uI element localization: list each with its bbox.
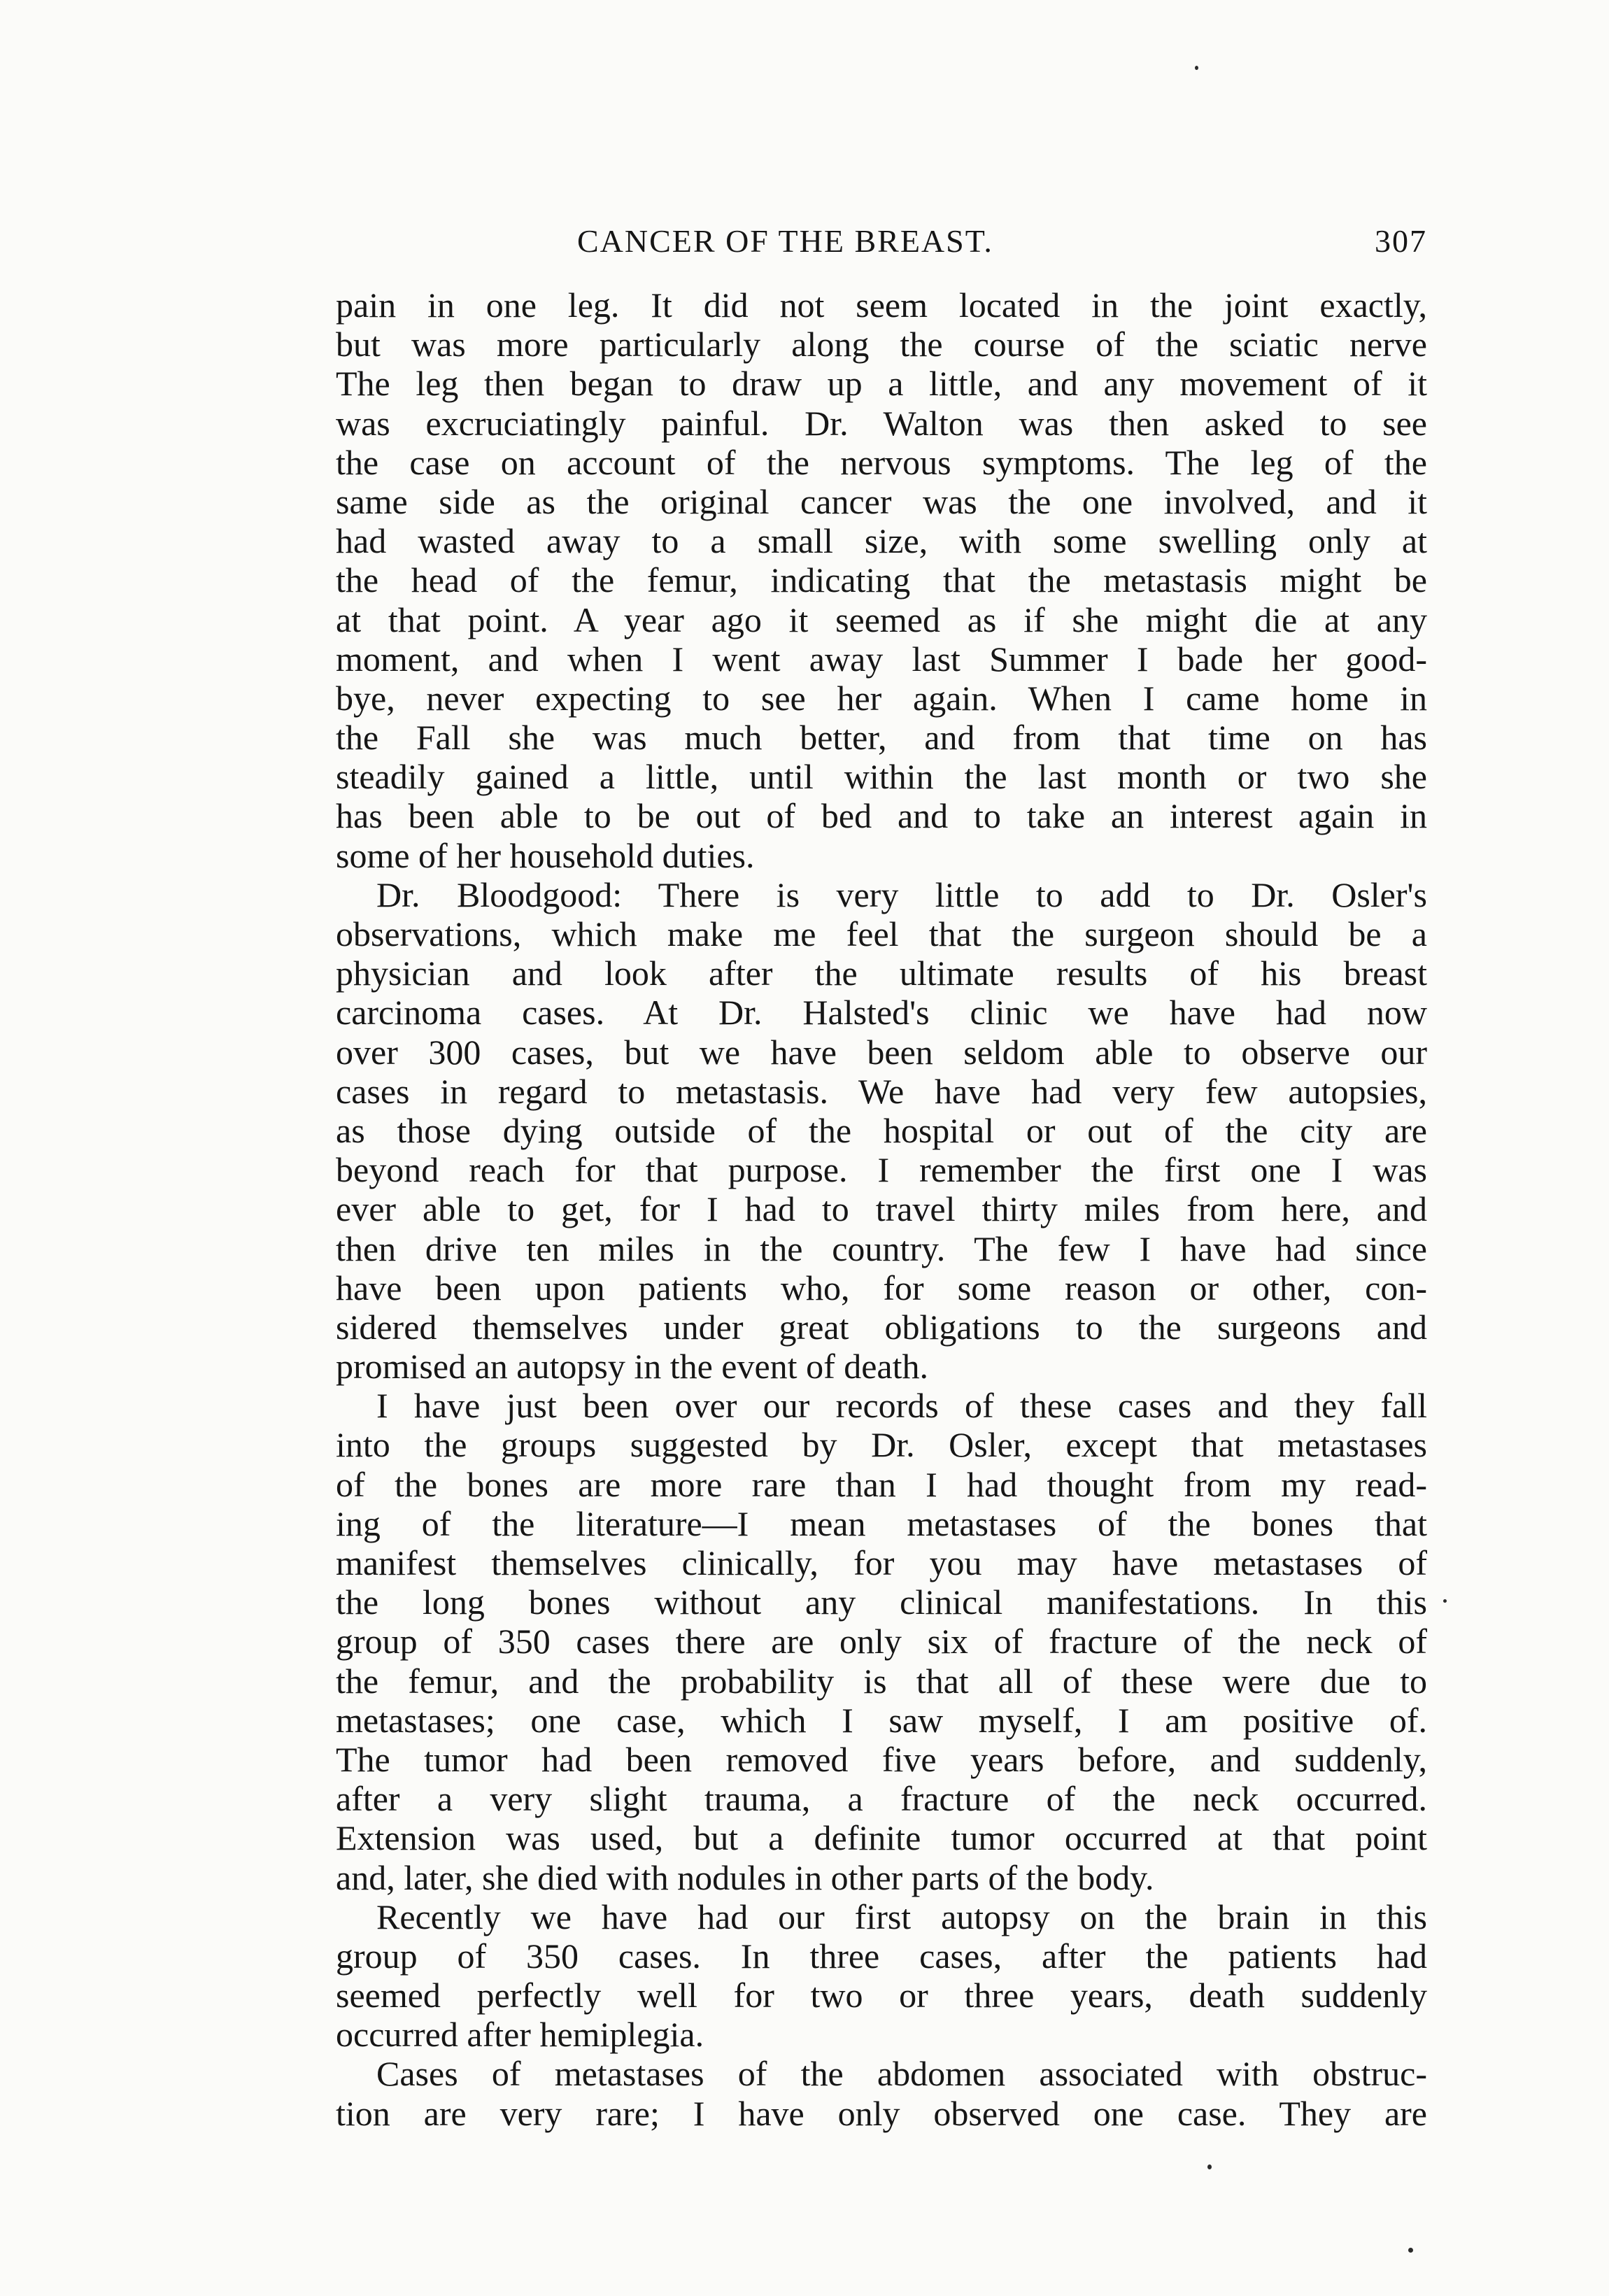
- text-line: the femur, and the probability is that all of these were due to: [336, 1661, 1427, 1701]
- running-head: [336, 222, 1427, 267]
- text-line: The leg then began to draw up a little, and any movement of it: [336, 364, 1427, 404]
- paragraph-end-line: promised an autopsy in the event of death.: [336, 1347, 928, 1387]
- text-line: the case on account of the nervous symptoms. The leg of the: [336, 442, 1427, 482]
- text-line: steadily gained a little, until within the last month or two she: [336, 757, 1427, 797]
- text-line: tion are very rare; I have only observed one case. They are: [336, 2093, 1427, 2133]
- text-line: cases in regard to metastasis. We have had very few autopsies,: [336, 1071, 1427, 1111]
- text-line: beyond reach for that purpose. I remember the first one I was: [336, 1150, 1427, 1190]
- text-line: bye, never expecting to see her again. When I came home in: [336, 678, 1427, 718]
- text-line: manifest themselves clinically, for you may have metastases of: [336, 1543, 1427, 1582]
- scan-speck: [1443, 1599, 1447, 1603]
- text-line: moment, and when I went away last Summer I bade her good-: [336, 639, 1427, 679]
- text-line: group of 350 cases. In three cases, after the patients had: [336, 1936, 1427, 1976]
- text-line: have been upon patients who, for some reason or other, con-: [336, 1268, 1427, 1308]
- text-line: Extension was used, but a definite tumor occurred at that point: [336, 1818, 1427, 1858]
- paragraph-end-line: and, later, she died with nodules in other parts of the body.: [336, 1857, 1154, 1897]
- text-line: as those dying outside of the hospital or out of the city are: [336, 1110, 1427, 1150]
- text-line: carcinoma cases. At Dr. Halsted's clinic we have had now: [336, 993, 1427, 1033]
- text-line: seemed perfectly well for two or three years, death suddenly: [336, 1976, 1427, 2015]
- text-line: ing of the literature—I mean metastases of the bones that: [336, 1503, 1427, 1543]
- text-line: same side as the original cancer was the one involved, and it: [336, 481, 1427, 521]
- text-line: the long bones without any clinical manifestations. In this: [336, 1582, 1427, 1622]
- paragraph-end-line: some of her household duties.: [336, 835, 755, 875]
- running-title: CANCER OF THE BREAST.: [577, 223, 993, 259]
- text-line: sidered themselves under great obligations to the surgeons and: [336, 1307, 1427, 1347]
- text-line: but was more particularly along the course of the sciatic nerve: [336, 325, 1427, 364]
- text-line: at that point. A year ago it seemed as if she might die at any: [336, 600, 1427, 639]
- body-text: [336, 285, 1427, 2133]
- text-line: observations, which make me feel that the surgeon should be a: [336, 914, 1427, 954]
- text-line: metastases; one case, which I saw myself, I am positive of.: [336, 1700, 1427, 1740]
- text-line: had wasted away to a small size, with some swelling only at: [336, 521, 1427, 561]
- text-line: after a very slight trauma, a fracture of the neck occurred.: [336, 1779, 1427, 1819]
- text-line: was excruciatingly painful. Dr. Walton was then asked to see: [336, 403, 1427, 443]
- paragraph-start-line: Recently we have had our first autopsy on the brain in this: [376, 1897, 1427, 1936]
- text-line: ever able to get, for I had to travel thirty miles from here, and: [336, 1189, 1427, 1229]
- text-line: the head of the femur, indicating that the metastasis might be: [336, 560, 1427, 600]
- scan-speck: [1408, 2248, 1413, 2253]
- text-line: The tumor had been removed five years before, and suddenly,: [336, 1739, 1427, 1779]
- text-line: the Fall she was much better, and from that time on has: [336, 718, 1427, 758]
- text-line: pain in one leg. It did not seem located in the joint exactly,: [336, 285, 1427, 325]
- paragraph-start-line: Cases of metastases of the abdomen associated with obstruc-: [376, 2054, 1427, 2094]
- paragraph-start-line: Dr. Bloodgood: There is very little to add to Dr. Osler's: [376, 874, 1427, 914]
- page-number: 307: [1375, 223, 1427, 259]
- paragraph-start-line: I have just been over our records of these cases and they fall: [376, 1386, 1427, 1426]
- text-line: of the bones are more rare than I had thought from my read-: [336, 1464, 1427, 1504]
- text-line: group of 350 cases there are only six of fracture of the neck of: [336, 1622, 1427, 1661]
- text-line: has been able to be out of bed and to take an interest again in: [336, 796, 1427, 836]
- scan-speck: [1195, 66, 1198, 70]
- paragraph-end-line: occurred after hemiplegia.: [336, 2015, 704, 2055]
- text-line: over 300 cases, but we have been seldom able to observe our: [336, 1032, 1427, 1072]
- text-line: then drive ten miles in the country. The few I have had since: [336, 1228, 1427, 1268]
- text-line: physician and look after the ultimate results of his breast: [336, 954, 1427, 993]
- scan-speck: [1207, 2164, 1212, 2169]
- text-line: into the groups suggested by Dr. Osler, except that metastases: [336, 1425, 1427, 1465]
